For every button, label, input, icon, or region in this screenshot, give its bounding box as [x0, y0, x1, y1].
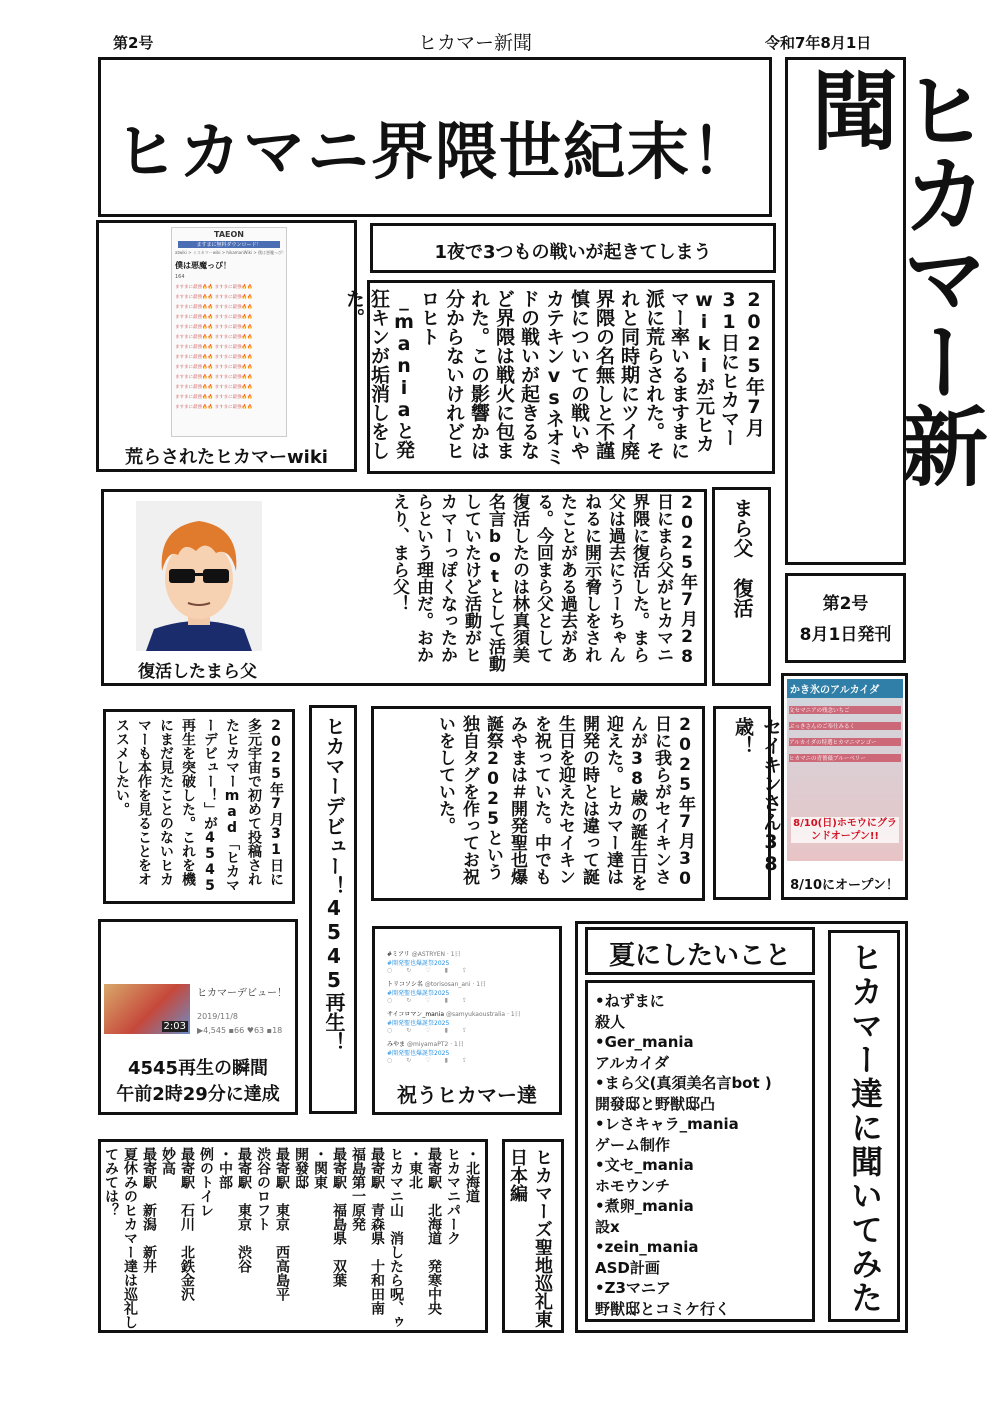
video-thumbnail — [104, 984, 190, 1034]
article5-body-box — [98, 1139, 488, 1333]
article2-body-area — [330, 489, 705, 686]
tweet-author: みやま @miyamaPT2 · 1日 — [387, 1041, 464, 1048]
tweet-list — [387, 949, 547, 1065]
wiki-spam-line: ますまに最強🔥🔥 ますまに最強🔥🔥 — [175, 355, 253, 360]
wiki-photo-caption: 荒らされたヒカマーwiki — [125, 447, 328, 468]
article4-headline: ヒカマーデビュー！4545再生！ — [322, 716, 346, 1052]
article1-body-box — [343, 280, 775, 474]
wish-name: •Ger_mania — [595, 1033, 694, 1051]
wiki-spam-line: ますまに最強🔥🔥 ますまに最強🔥🔥 — [175, 345, 253, 350]
video-duration: 2:03 — [163, 1021, 186, 1032]
wiki-spam-line: ますまに最強🔥🔥 ますまに最強🔥🔥 — [175, 375, 253, 380]
masthead-title: ヒカマー新聞 — [797, 66, 987, 486]
pilgrimage-line: ヒカマニ山 消したら呪、ゥ — [388, 1147, 404, 1329]
main-headline: ヒカマニ界隈世紀末！ — [114, 115, 755, 188]
pilgrimage-line: 最寄駅 青森県 十和田南 — [369, 1147, 385, 1315]
wish-name: •文セ_mania — [595, 1156, 694, 1174]
wish-text: アルカイダ — [595, 1053, 669, 1072]
article1-subhead: 1夜で3つもの戦いが起きてしまう — [434, 242, 712, 263]
wish-name: •Z3マニア — [595, 1279, 671, 1297]
wish-text: ホモウンチ — [595, 1176, 671, 1195]
tweet-author: サイコロマン_mania @samyukaoustralia · 1日 — [387, 1011, 521, 1018]
wish-text: ゲーム制作 — [595, 1135, 671, 1154]
video-likes-count: 63 — [253, 1026, 265, 1035]
ad-item-2: ぶっきさんのご奉仕みるく — [789, 722, 901, 730]
article4-photo-box — [98, 919, 298, 1115]
tweet-actions: ○↻♡▮⇪ — [387, 1027, 481, 1034]
pilgrimage-line: 最寄駅 福島県 双葉 — [331, 1147, 347, 1287]
wiki-spam-line: ますまに最強🔥🔥 ますまに最強🔥🔥 — [175, 395, 253, 400]
wish-text: 野獣邸とコミケ行く — [595, 1299, 731, 1318]
article2-headline: まら父 復活 — [730, 498, 754, 618]
mara-father-illustration — [136, 501, 262, 651]
wiki-spam-line: ますまに最強🔥🔥 ますまに最強🔥🔥 — [175, 315, 253, 320]
wish-text: ASD計画 — [595, 1258, 660, 1277]
pilgrimage-line: 夏休みのヒカマー達は巡礼してみては？ — [103, 1147, 138, 1329]
wish-text: 殺人 — [595, 1012, 626, 1031]
tweet-tag: #開発聖也爆誕祭2025 — [387, 1020, 450, 1027]
pilgrimage-line: 最寄駅 新潟 新井 — [141, 1147, 157, 1273]
ad-box — [781, 673, 908, 900]
paper-name: ヒカマー新聞 — [418, 32, 533, 54]
wiki-spam-line: ますまに最強🔥🔥 ますまに最強🔥🔥 — [175, 385, 253, 390]
pilgrimage-line: 福島第一原発 — [350, 1147, 366, 1231]
pilgrimage-line: ・中部 — [217, 1147, 233, 1189]
article2-headline-box — [712, 487, 771, 686]
wiki-photo-box — [96, 220, 357, 472]
pilgrimage-line: 最寄駅 東京 渋谷 — [236, 1147, 252, 1273]
article3-headline-box — [713, 706, 782, 900]
pilgrimage-line: ・北海道 — [464, 1147, 480, 1203]
wiki-breadcrumb: atwiki > ミスカマーwiki > hikamanWiki > 僕は悪魔っぴ！ — [175, 250, 286, 255]
wiki-site-logo: TAEON — [214, 230, 244, 239]
ad-image — [787, 679, 903, 861]
pilgrimage-line: 開發邸 — [293, 1147, 309, 1189]
video-stats — [197, 1026, 282, 1035]
video-date: 2019/11/8 — [197, 1012, 239, 1021]
wish-name: •レさキャラ_mania — [595, 1115, 739, 1133]
article6-headline-box — [585, 927, 815, 975]
wish-name: •まら父(真須美名言bot ) — [595, 1074, 772, 1092]
mylist-icon: ▪ — [266, 1026, 273, 1035]
ad-caption: 8/10にオープン！ — [790, 878, 899, 893]
wish-name: •煮卵_mania — [595, 1197, 694, 1215]
pilgrimage-line: ・東北 — [407, 1147, 423, 1189]
pilgrimage-line: ・関東 — [312, 1147, 328, 1189]
article1-subhead-box — [370, 223, 776, 273]
pilgrimage-line: ヒカマニパーク — [445, 1147, 461, 1245]
tweets-caption: 祝うヒカマー達 — [397, 1083, 537, 1107]
wiki-spam-line: ますまに最強🔥🔥 ますまに最強🔥🔥 — [175, 305, 253, 310]
tweet-tag: #開発聖也爆誕祭2025 — [387, 990, 450, 997]
play-icon: ▶ — [197, 1026, 204, 1035]
tweet-author: #ミアリ @ASTRYEN · 1日 — [387, 951, 461, 958]
wish-text: 開發邸と野獣邸凸 — [595, 1094, 716, 1113]
article4-body: 2025年7月31日に多元宇宙で初めて投稿されたヒカマーmad「ヒカマーデビュー！」が4545再生を突破した。これを機にまだ見たことのないヒカマーも本作を見ることをオススメしたい。 — [114, 718, 284, 894]
wiki-screenshot — [171, 227, 287, 437]
video-caption-line-1: 4545再生の瞬間 — [127, 1058, 269, 1079]
tweet-actions: ○↻♡▮⇪ — [387, 997, 481, 1004]
pilgrimage-line: 例のトイレ — [198, 1147, 214, 1217]
heart-icon: ♥ — [246, 1026, 254, 1035]
pilgrimage-line: 妙高 — [160, 1147, 176, 1175]
tweet-item — [387, 1039, 547, 1065]
wish-name: •zein_mania — [595, 1238, 699, 1256]
ad-item-4: ヒカマニの青薔薇ブルーベリー — [789, 754, 901, 762]
pilgrimage-line: 渋谷のロフト — [255, 1147, 271, 1231]
mara-father-caption: 復活したまら父 — [138, 662, 257, 682]
ad-banner: 8/10(日)ホモウにグランドオープン!! — [791, 817, 899, 843]
pilgrimage-line: 最寄駅 北海道 発寒中央 — [426, 1147, 442, 1315]
tweet-actions: ○↻♡▮⇪ — [387, 967, 481, 974]
tweet-tag: #開発聖也爆誕祭2025 — [387, 960, 450, 967]
ad-item-3: アルカイダの特選ヒカマニマンゴー — [789, 738, 901, 746]
ad-title: かき氷のアルカイダ — [787, 679, 903, 698]
wish-text: 設x — [595, 1217, 620, 1236]
tweet-actions: ○↻♡▮⇪ — [387, 1057, 481, 1064]
video-views: 4,545 — [203, 1026, 227, 1035]
article5-headline: ヒカマーズ聖地巡礼東日本編 — [507, 1148, 553, 1328]
tweet-item — [387, 1009, 547, 1035]
wiki-spam-line: ますまに最強🔥🔥 ますまに最強🔥🔥 — [175, 335, 253, 340]
wiki-spam-list — [175, 283, 283, 413]
pilgrimage-line: 最寄駅 東京 西高島平 — [274, 1147, 290, 1301]
article2-body: 2025年7月28日にまら父がヒカマニ界隈に復活した。まら父は過去にうーちゃんねるに開示脅しをされたことがある過去がある。今回まら父として復活したのは林真須美名言botとして活動していたけど活動がヒカマーっぽくなったからという理由だ。おかえり、まら父！ — [389, 493, 697, 672]
article5-headline-box — [502, 1139, 564, 1333]
article1-body: 2025年7月31日にヒカマーwikiが元ヒカマー率いるますまに派に荒らされた。それと同時期にツイ廃界隈の名無しと不謹慎についての戦いやカテキンvsネオミドの戦いが起きるなど界隈は戦火に包まれた。この影響かは分からないけれどヒロヒト_maniaと発狂キンが垢消しをした。 — [343, 289, 765, 466]
wiki-spam-line: ますまに最強🔥🔥 ますまに最強🔥🔥 — [175, 295, 253, 300]
mara-father-portrait — [136, 501, 262, 651]
tweet-item — [387, 979, 547, 1005]
tweet-tag: #開発聖也爆誕祭2025 — [387, 1050, 450, 1057]
comment-icon: ▪ — [228, 1026, 235, 1035]
masthead-box — [785, 57, 987, 565]
video-mylist-count: 18 — [272, 1026, 283, 1035]
article3-body: 2025年7月30日に我らがセイキンさんが38歳の誕生日を迎えた。ヒカマー達は開発の時とは違って誕生日を迎えたセイキンを祝っていた。中でもみやまは＃開発聖也爆誕祭2025という独自タグを作ってお祝いをしていた。 — [435, 715, 695, 891]
wiki-banner: ますまに無料ダウンロード！ — [178, 241, 280, 248]
article3-headline: セイキンさん38歳！ — [732, 717, 782, 875]
issue-date: 令和7年8月1日 — [765, 34, 872, 52]
wiki-spam-line: ますまに最強🔥🔥 ますまに最強🔥🔥 — [175, 325, 253, 330]
video-title: ヒカマーデビュー！ — [197, 988, 287, 999]
issue-number: 第2号 — [113, 34, 154, 52]
ad-item-1: 文セマニアの残念いちご — [789, 706, 901, 714]
tweet-author: トリコソシ名 @torisosan_ani · 1日 — [387, 981, 487, 988]
wiki-like-count: 164 — [175, 274, 185, 280]
wiki-spam-line: ますまに最強🔥🔥 ますまに最強🔥🔥 — [175, 285, 253, 290]
wiki-spam-line: ますまに最強🔥🔥 ますまに最強🔥🔥 — [175, 405, 253, 410]
main-headline-box — [98, 57, 772, 217]
article6-side-title-box — [828, 930, 900, 1322]
issue-box — [785, 573, 906, 663]
issue-line-1: 第2号 — [822, 594, 869, 614]
wiki-page-title: 僕は悪魔っぴ！ — [175, 261, 231, 270]
article6-side-title: ヒカマー達に聞いてみた — [846, 941, 884, 1315]
article3-body-box — [371, 706, 705, 901]
article4-body-box — [103, 709, 295, 904]
article5-body — [101, 1147, 481, 1329]
pilgrimage-line: 最寄駅 石川 北鉄金沢 — [179, 1147, 195, 1301]
video-comments-count: 66 — [234, 1026, 245, 1035]
wiki-spam-line: ますまに最強🔥🔥 ますまに最強🔥🔥 — [175, 365, 253, 370]
issue-line-2: 8月1日発刊 — [799, 625, 892, 645]
video-caption-line-2: 午前2時29分に達成 — [116, 1084, 280, 1105]
wish-name: •ねずまに — [595, 992, 665, 1010]
article6-headline: 夏にしたいこと — [608, 941, 791, 971]
article6-list-box — [585, 980, 815, 1322]
article4-headline-box — [309, 705, 357, 1114]
tweet-item — [387, 949, 547, 975]
article3-photo-box — [372, 926, 562, 1115]
